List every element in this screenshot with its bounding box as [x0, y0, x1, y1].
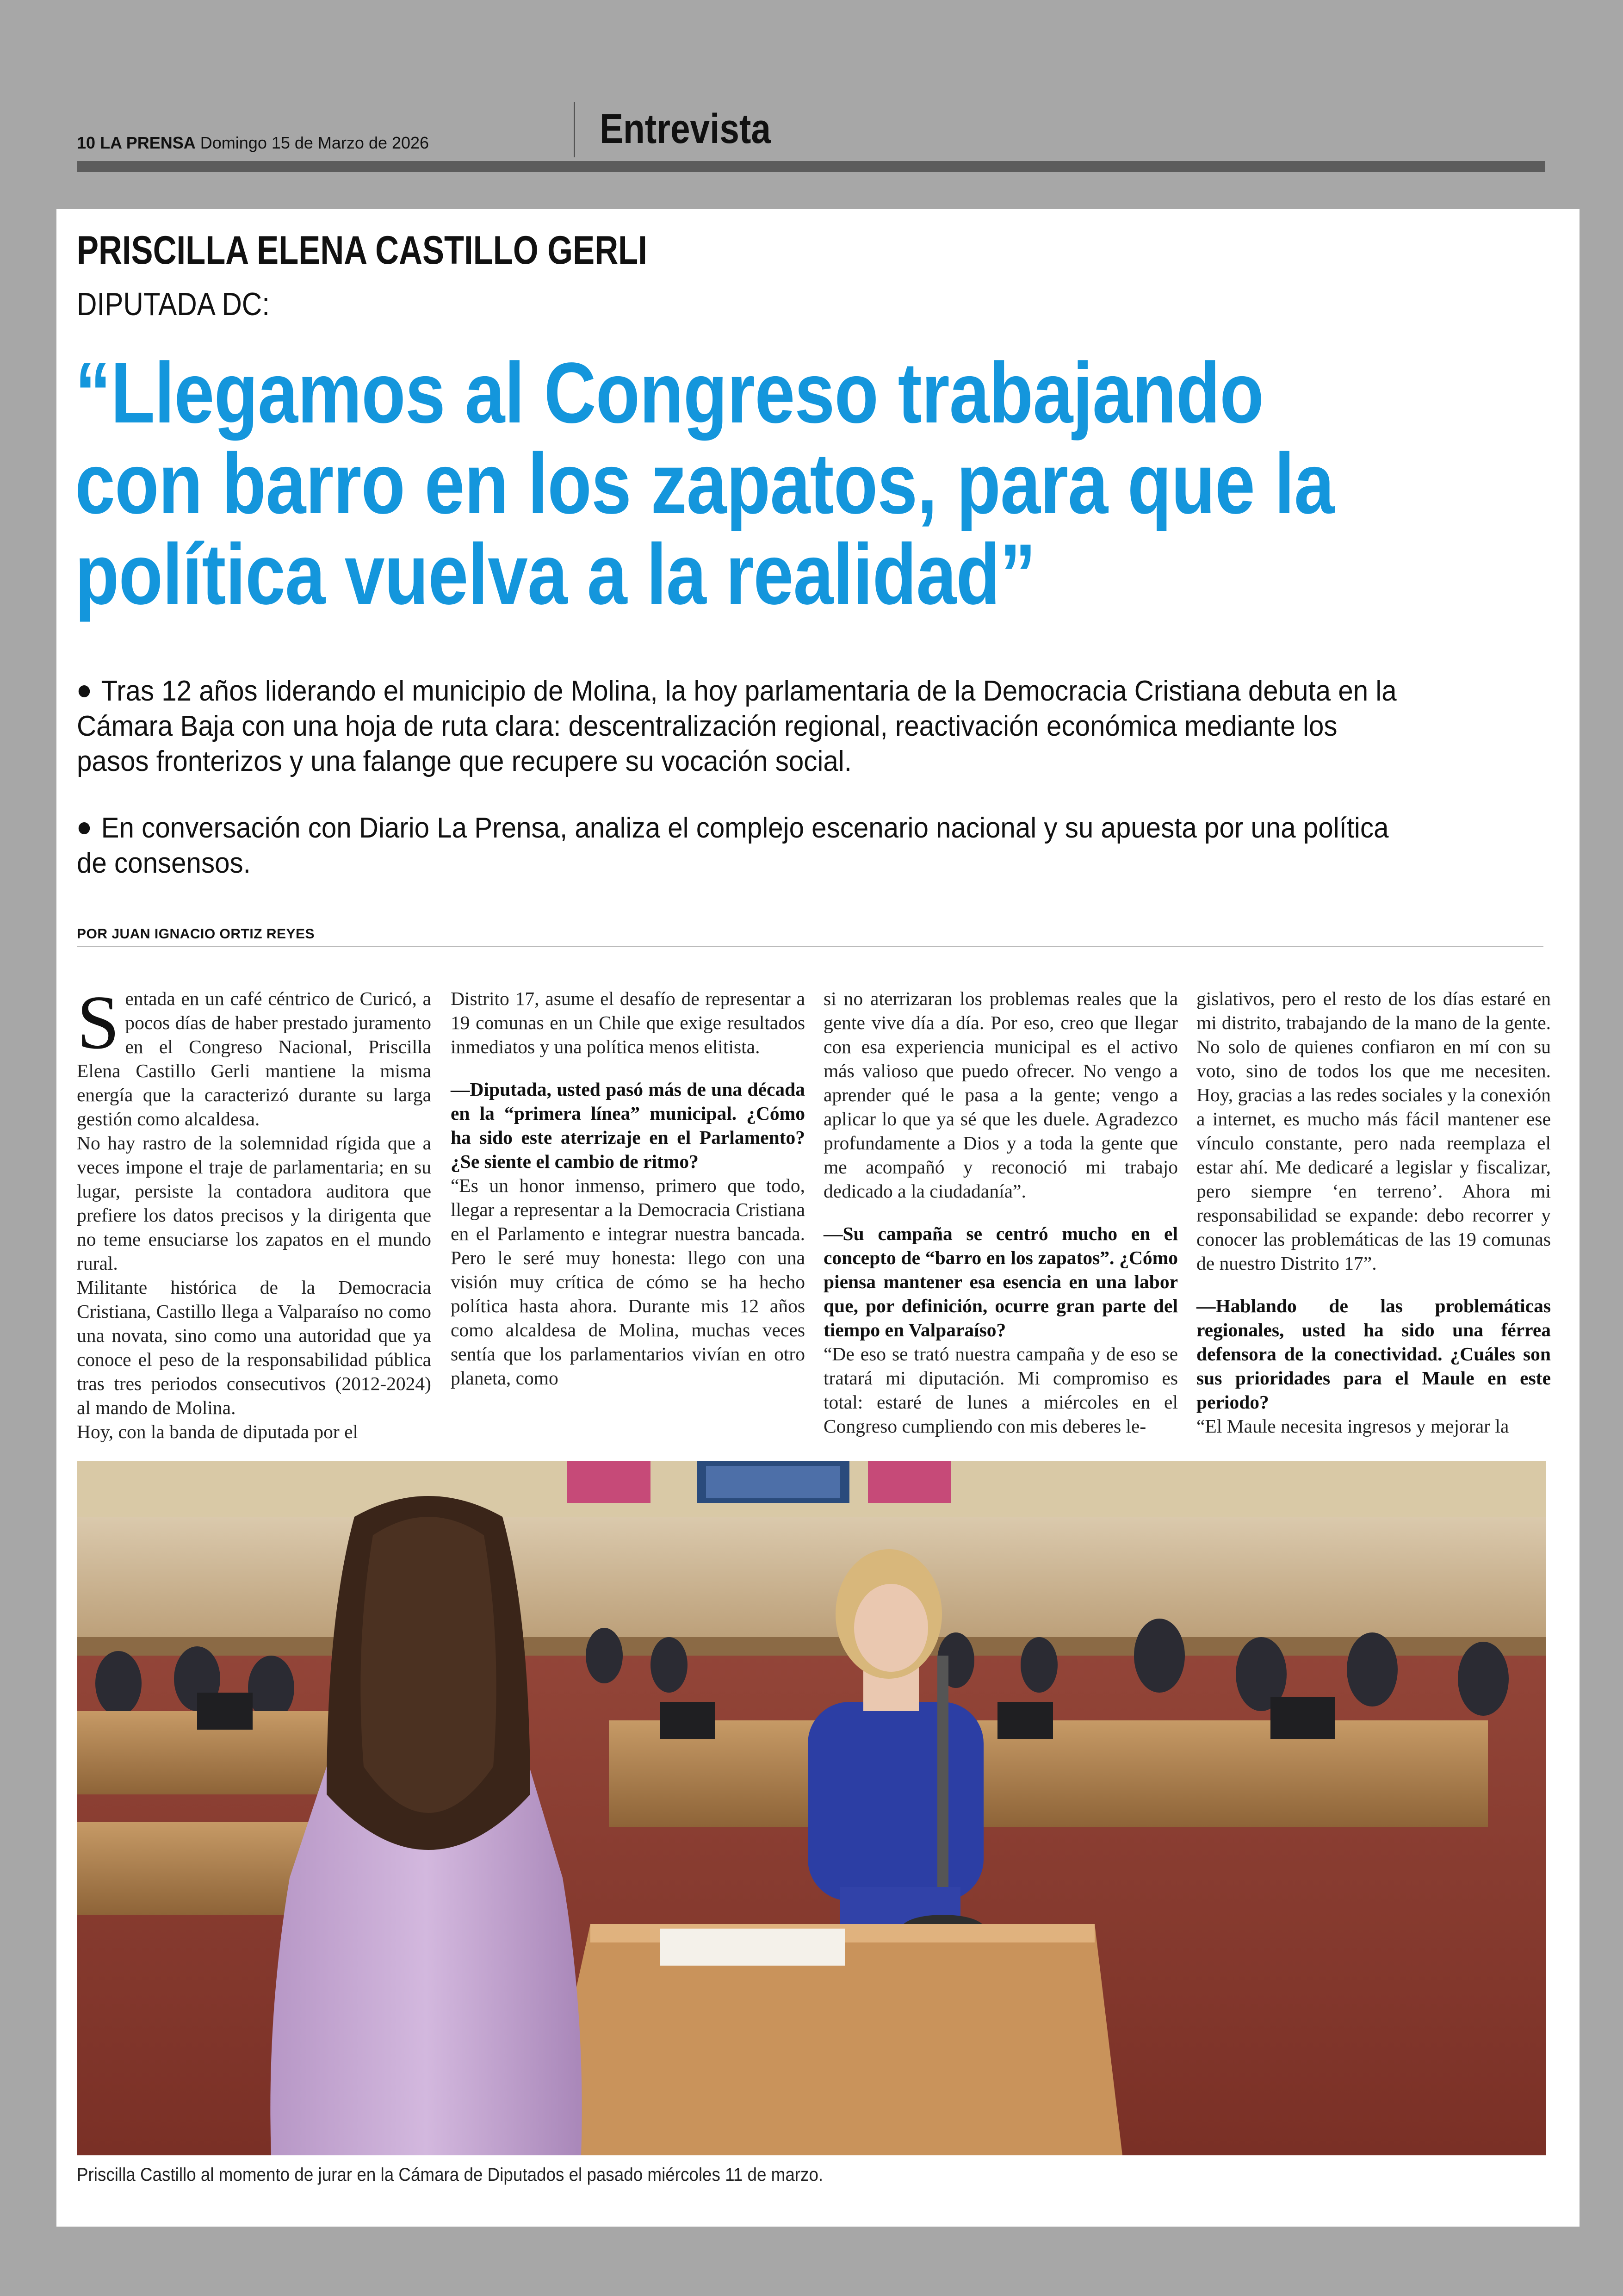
paragraph: “Es un honor inmenso, primero que todo, llegar a representar a la Democracia Cristiana en el Parlamento e integrar nuestra bancada. Pero le seré muy honesta: llego con una visión muy crítica de cómo se ha hecho política hasta ahora. Durante mis 12 años como alcaldesa de Molina, muchas veces sentía que los parlamentarios vivían en otro planeta, como: [451, 1175, 805, 1389]
header-divider: [574, 102, 575, 157]
bullet-dot: [79, 822, 90, 834]
chamber-photo-illustration: [77, 1461, 1546, 2155]
page-header: [77, 102, 1545, 157]
question: —Su campaña se centró mucho en el concepto de “barro en los zapatos”. ¿Cómo piensa mantener esa esencia en una labor que, por definición, ocurre gran parte del tiempo en Valparaíso?: [824, 1223, 1178, 1340]
header-rule: [77, 161, 1545, 172]
paragraph: Hoy, con la banda de diputada por el: [77, 1421, 359, 1442]
interviewee-role: DIPUTADA DC:: [77, 286, 270, 322]
summary-bullet: [77, 811, 1403, 881]
byline-rule: [77, 946, 1543, 947]
headline: [75, 345, 1357, 622]
headline-line: “Llegamos al Congreso trabajando: [75, 345, 1264, 441]
paper-name: LA PRENSA: [100, 133, 196, 152]
article-sheet: [56, 209, 1580, 2227]
bullet-text: Tras 12 años liderando el municipio de Molina, la hoy parlamentaria de la Democracia Cristiana debuta en la Cámara Baja con una hoja de ruta clara: descentralización regional, reactivación económica mediante los pasos fronterizos y una falange que recupere su vocación social.: [77, 675, 1397, 777]
paragraph: “El Maule necesita ingresos y mejorar la: [1196, 1415, 1509, 1437]
photo-caption: Priscilla Castillo al momento de jurar en la Cámara de Diputados el pasado miércoles 11 de marzo.: [77, 2165, 824, 2185]
headline-line: política vuelva a la realidad”: [75, 527, 1036, 622]
page-number: 10: [77, 133, 96, 152]
paragraph: “De eso se trató nuestra campaña y de eso se tratará mi diputación. Mi compromiso es total: estaré de lunes a miércoles en el Congreso cumpliendo con mis deberes le-: [824, 1343, 1178, 1437]
bullet-dot: [79, 685, 90, 697]
paragraph: gislativos, pero el resto de los días estaré en mi distrito, trabajando de la mano de la gente. No solo de quienes confiaron en mí con su voto, sino de todos los que me necesiten. Hoy, gracias a las redes sociales y la conexión a internet, es mucho más fácil mantener ese vínculo constante, pero nada reemplaza el estar ahí. Me dedicaré a legislar y fiscalizar, pero siempre ‘en terreno’. Ahora mi responsabilidad se expande: debo recorrer y conocer las problemáticas de las 19 comunas de nuestro Distrito 17”.: [1196, 988, 1551, 1274]
chamber-photo: [77, 1461, 1546, 2155]
paragraph: entada en un café céntrico de Curicó, a pocos días de haber prestado juramento en el Congreso Nacional, Priscilla Elena Castillo Gerli mantiene la misma energía que la caracterizó durante su larga gestión como alcaldesa.: [77, 988, 431, 1129]
summary-bullet: [77, 674, 1403, 779]
body-column-2: [451, 987, 805, 1390]
byline: POR JUAN IGNACIO ORTIZ REYES: [77, 926, 315, 942]
issue-date: Domingo 15 de Marzo de 2026: [200, 133, 429, 152]
question: —Diputada, usted pasó más de una década en la “primera línea” municipal. ¿Cómo ha sido este aterrizaje en el Parlamento? ¿Se siente el cambio de ritmo?: [451, 1079, 805, 1172]
paragraph: No hay rastro de la solemnidad rígida que a veces impone el traje de parlamentaria; en su lugar, persiste la contadora auditora que prefiere los datos precisos y la dirigenta que no teme ensuciarse los zapatos en el mundo rural.: [77, 1132, 431, 1274]
bullet-text: En conversación con Diario La Prensa, analiza el complejo escenario nacional y su apuesta por una política de consensos.: [77, 812, 1389, 879]
drop-cap: S: [77, 980, 120, 1065]
page-info: [77, 133, 429, 153]
headline-line: con barro en los zapatos, para que la: [75, 436, 1334, 532]
body-column-4: [1196, 987, 1551, 1438]
paragraph: si no aterrizaran los problemas reales que la gente vive día a día. Por eso, creo que llegar con esa experiencia municipal es el activo más valioso que puedo ofrecer. No vengo a aprender qué le pasa a la gente; vengo a aplicar lo que ya sé que les duele. Agradezco profundamente a Dios y a toda la gente que me acompañó y reconoció mi trabajo dedicado a la ciudadanía”.: [824, 988, 1178, 1202]
interviewee-name: PRISCILLA ELENA CASTILLO GERLI: [77, 228, 647, 273]
body-column-3: [824, 987, 1178, 1438]
body-column-1: [77, 980, 431, 1444]
paragraph: Militante histórica de la Democracia Cristiana, Castillo llega a Valparaíso no como una novata, sino como una autoridad que ya conoce el peso de la responsabilidad pública tras tres periodos consecutivos (2012-2024) al mando de Molina.: [77, 1277, 431, 1418]
question: —Hablando de las problemáticas regionales, usted ha sido una férrea defensora de la conectividad. ¿Cuáles son sus prioridades para el Maule en este periodo?: [1196, 1295, 1551, 1413]
section-title: Entrevista: [600, 106, 771, 152]
paragraph: Distrito 17, asume el desafío de representar a 19 comunas en un Chile que exige resultados inmediatos y una política menos elitista.: [451, 988, 805, 1057]
